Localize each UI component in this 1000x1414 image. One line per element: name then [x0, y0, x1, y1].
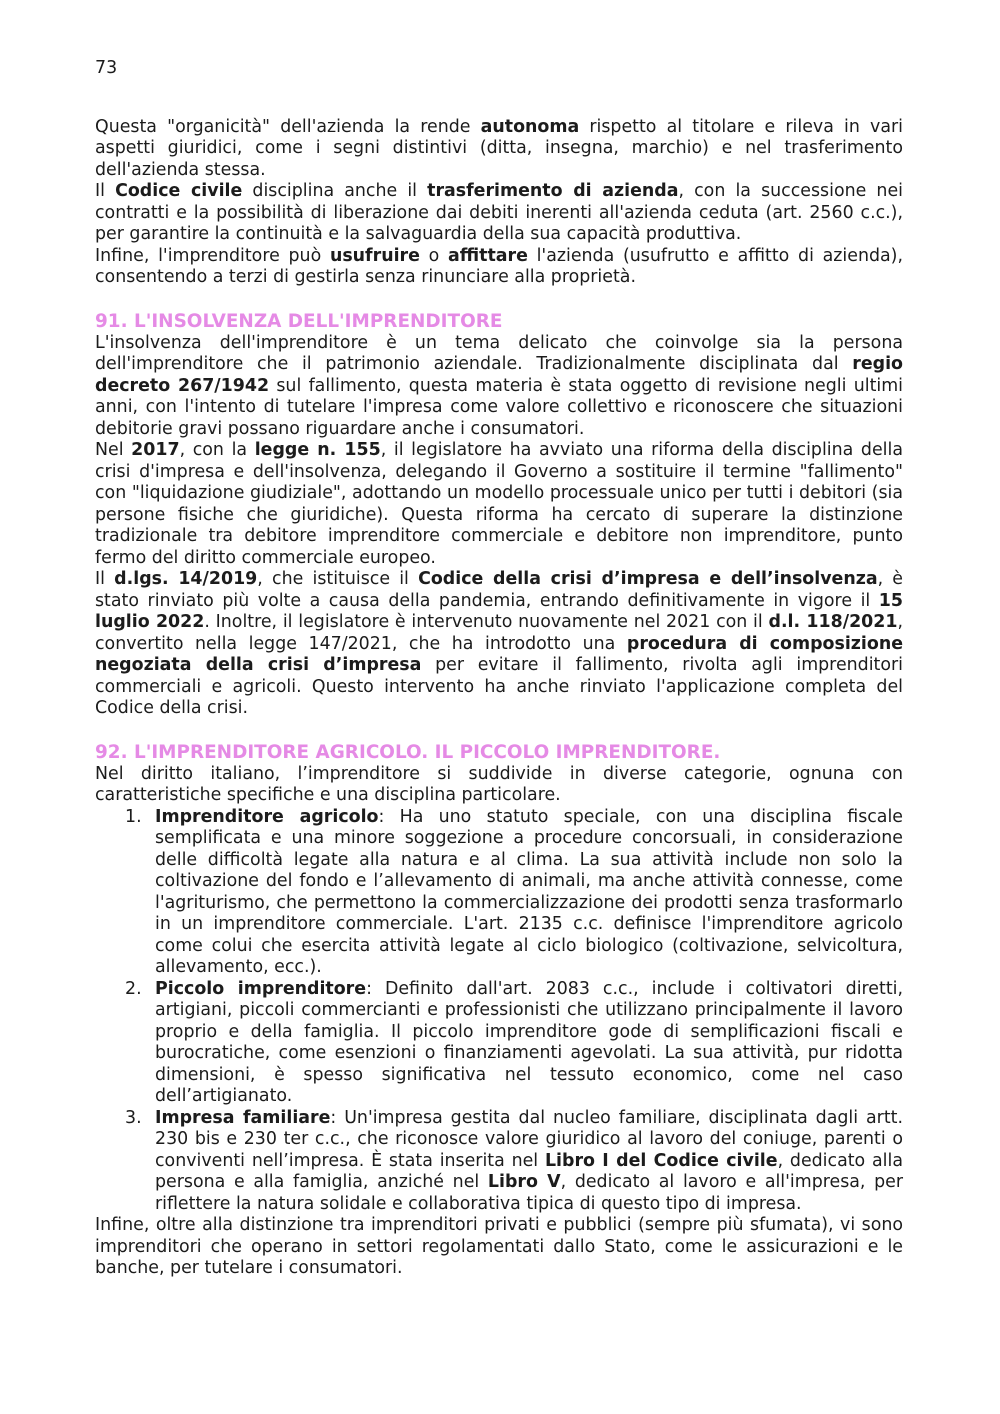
- intro-paragraph-3: Infine, l'imprenditore può usufruire o affittare l'azienda (usufrutto e affitto di azienda), consentendo a terzi di gestirla senza rinunciare alla proprietà.: [95, 245, 903, 287]
- category-list: [95, 807, 903, 1216]
- list-item: 1. Imprenditore agricolo: Ha uno statuto speciale, con una disciplina fiscale semplificata e una minore soggezione a procedure concorsuali, in considerazione delle difficoltà legate alla natura e al clima. La sua attività include non solo la coltivazione del fondo e l’allevamento di animali, ma anche attività connesse, come l'agriturismo, che permettono la commercializzazione dei prodotti senza trasformarlo in un imprenditore commerciale. L'art. 2135 c.c. definisce l'imprenditore agricolo come colui che esercita attività legate al ciclo biologico (coltivazione, selvicoltura, allevamento, ecc.).: [125, 806, 903, 977]
- section-91-paragraph-1: L'insolvenza dell'imprenditore è un tema delicato che coinvolge sia la persona dell'imprenditore che il patrimonio aziendale. Tradizionalmente disciplinata dal regio decreto 267/1942 sul fallimento, questa materia è stata oggetto di revisione negli ultimi anni, con l'intento di tutelare l'impresa come valore collettivo e riconoscere che situazioni debitorie gravi possano riguardare anche i consumatori.: [95, 332, 903, 439]
- page-number: 73: [95, 58, 118, 78]
- section-91-heading: 91. L'INSOLVENZA DELL'IMPRENDITORE: [95, 310, 503, 332]
- list-item-number: 1.: [125, 806, 142, 827]
- section-91-paragraph-3: Il d.lgs. 14/2019, che istituisce il Codice della crisi d’impresa e dell’insolvenza, è stato rinviato più volte a causa della pandemia, entrando definitivamente in vigore il 15 luglio 2022. Inoltre, il legislatore è intervenuto nuovamente nel 2021 con il d.l. 118/2021, convertito nella legge 147/2021, che ha introdotto una procedura di composizione negoziata della crisi d’impresa per evitare il fallimento, rivolta agli imprenditori commerciali e agricoli. Questo intervento ha anche rinviato l'applicazione completa del Codice della crisi.: [95, 569, 904, 718]
- list-item-term: Imprenditore agricolo: [155, 806, 379, 827]
- section-92-heading: 92. L'IMPRENDITORE AGRICOLO. IL PICCOLO IMPRENDITORE.: [95, 741, 721, 763]
- document-page: [95, 58, 903, 1280]
- intro-paragraph-1: Questa "organicità" dell'azienda la rende autonoma rispetto al titolare e rileva in vari aspetti giuridici, come i segni distintivi (ditta, insegna, marchio) e nel trasferimento dell'azienda stessa.: [95, 116, 903, 180]
- section-91-paragraph-2: Nel 2017, con la legge n. 155, il legislatore ha avviato una riforma della disciplina della crisi d'impresa e dell'insolvenza, delegando il Governo a sostituire il termine "fallimento" con "liquidazione giudiziale", adottando un modello processuale unico per tutti i debitori (sia persone fisiche che giuridiche). Questa riforma ha cercato di superare la distinzione tradizionale tra debitore imprenditore commerciale e debitore non imprenditore, punto fermo del diritto commerciale europeo.: [95, 440, 903, 568]
- intro-paragraph-2: Il Codice civile disciplina anche il trasferimento di azienda, con la successione nei contratti e la possibilità di liberazione dai debiti inerenti all'azienda ceduta (art. 2560 c.c.), per garantire la continuità e la salvaguardia della sua capacità produttiva.: [95, 181, 903, 244]
- list-item-term: Piccolo imprenditore: [155, 978, 367, 999]
- list-item-number: 2.: [125, 978, 142, 999]
- list-item-number: 3.: [125, 1107, 142, 1128]
- list-item: 2. Piccolo imprenditore: Definito dall'art. 2083 c.c., include i coltivatori diretti, artigiani, piccoli commercianti e professionisti che utilizzano principalmente il lavoro proprio e della famiglia. Il piccolo imprenditore gode di semplificazioni fiscali e burocratiche, come esenzioni o finanziamenti agevolati. La sua attività, pur ridotta dimensioni, è spesso significativa nel tessuto economico, come nel caso dell’artigianato.: [125, 978, 903, 1106]
- list-item-term: Impresa familiare: [155, 1107, 331, 1128]
- list-item: 3. Impresa familiare: Un'impresa gestita dal nucleo familiare, disciplinata dagli artt. 230 bis e 230 ter c.c., che riconosce valore giuridico al lavoro del coniuge, parenti o conviventi nell’impresa. È stata inserita nel Libro I del Codice civile, dedicato alla persona e alla famiglia, anziché nel Libro V, dedicato al lavoro e all'impresa, per riflettere la natura solidale e collaborativa tipica di questo tipo di impresa.: [125, 1107, 904, 1214]
- section-92-intro: Nel diritto italiano, l’imprenditore si suddivide in diverse categorie, ognuna con caratteristiche specifiche e una disciplina particolare.: [95, 763, 903, 805]
- section-92-closing: Infine, oltre alla distinzione tra imprenditori privati e pubblici (sempre più sfumata), vi sono imprenditori che operano in settori regolamentati dallo Stato, come le assicurazioni e le banche, per tutelare i consumatori.: [95, 1215, 903, 1278]
